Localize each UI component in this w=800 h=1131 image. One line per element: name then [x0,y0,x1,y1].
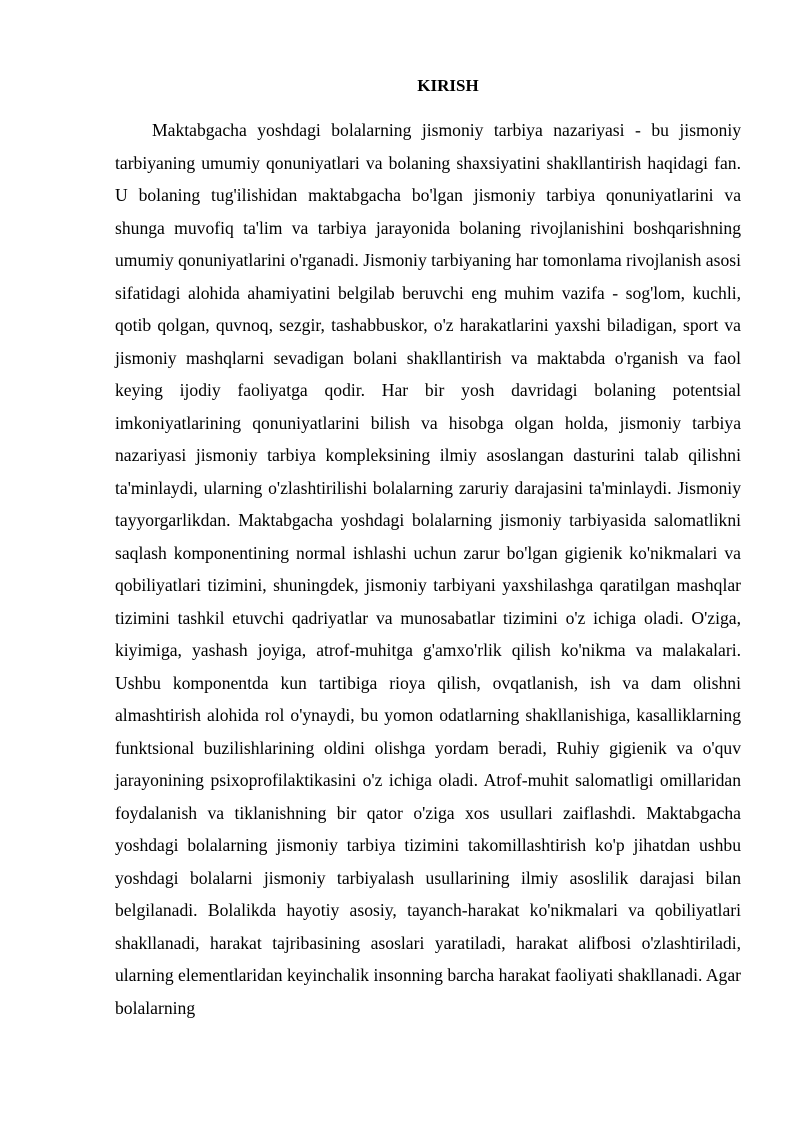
page-title: KIRISH [417,76,479,95]
body-paragraph: Maktabgacha yoshdagi bolalarning jismoniy tarbiya nazariyasi - bu jismoniy tarbiyaning umumiy qonuniyatlari va bolaning shaxsiyatini shakllantirish haqidagi fan. U bolaning tug'ilishidan maktabgacha bo'lgan jismoniy tarbiya qonuniyatlarini va shunga muvofiq ta'lim va tarbiya jarayonida bolaning rivojlanishini boshqarishning umumiy qonuniyatlarini o'rganadi. Jismoniy tarbiyaning har tomonlama rivojlanish asosi sifatidagi alohida ahamiyatini belgilab beruvchi eng muhim vazifa - sog'lom, kuchli, qotib qolgan, quvnoq, sezgir, tashabbuskor, o'z harakatlarini yaxshi biladigan, sport va jismoniy mashqlarni sevadigan bolani shakllantirish va maktabda o'rganish va faol keying ijodiy faoliyatga qodir. Har bir yosh davridagi bolaning potentsial imkoniyatlarining qonuniyatlarini bilish va hisobga olgan holda, jismoniy tarbiya nazariyasi jismoniy tarbiya kompleksining ilmiy asoslangan dasturini talab qilishni ta'minlaydi, ularning o'zlashtirilishi bolalarning zaruriy darajasini ta'minlaydi. Jismoniy tayyorgarlikdan. Maktabgacha yoshdagi bolalarning jismoniy tarbiyasida salomatlikni saqlash komponentining normal ishlashi uchun zarur bo'lgan gigienik ko'nikmalari va qobiliyatlari tizimini, shuningdek, jismoniy tarbiyani yaxshilashga qaratilgan mashqlar tizimini tashkil etuvchi qadriyatlar va munosabatlar tizimini o'z ichiga oladi. O'ziga, kiyimiga, yashash joyiga, atrof-muhitga g'amxo'rlik qilish ko'nikma va malakalari. Ushbu komponentda kun tartibiga rioya qilish, ovqatlanish, ish va dam olishni almashtirish alohida rol o'ynaydi, bu yomon odatlarning shakllanishiga, kasalliklarning funktsional buzilishlarining oldini olishga yordam beradi, Ruhiy gigienik va o'quv jarayonining psixoprofilaktikasini o'z ichiga oladi. Atrof-muhit salomatligi omillaridan foydalanish va tiklanishning bir qator o'ziga xos usullari zaiflashdi. Maktabgacha yoshdagi bolalarning jismoniy tarbiya tizimini takomillashtirish ko'p jihatdan ushbu yoshdagi bolalarni jismoniy tarbiyalash usullarining ilmiy asoslilik darajasi bilan belgilanadi. Bolalikda hayotiy asosiy, tayanch-harakat ko'nikmalari va qobiliyatlari shakllanadi, harakat tajribasining asoslari yaratiladi, harakat alifbosi o'zlashtiriladi, ularning elementlaridan keyinchalik insonning barcha harakat faoliyati shakllanadi. Agar bolalarning [115,120,741,1018]
